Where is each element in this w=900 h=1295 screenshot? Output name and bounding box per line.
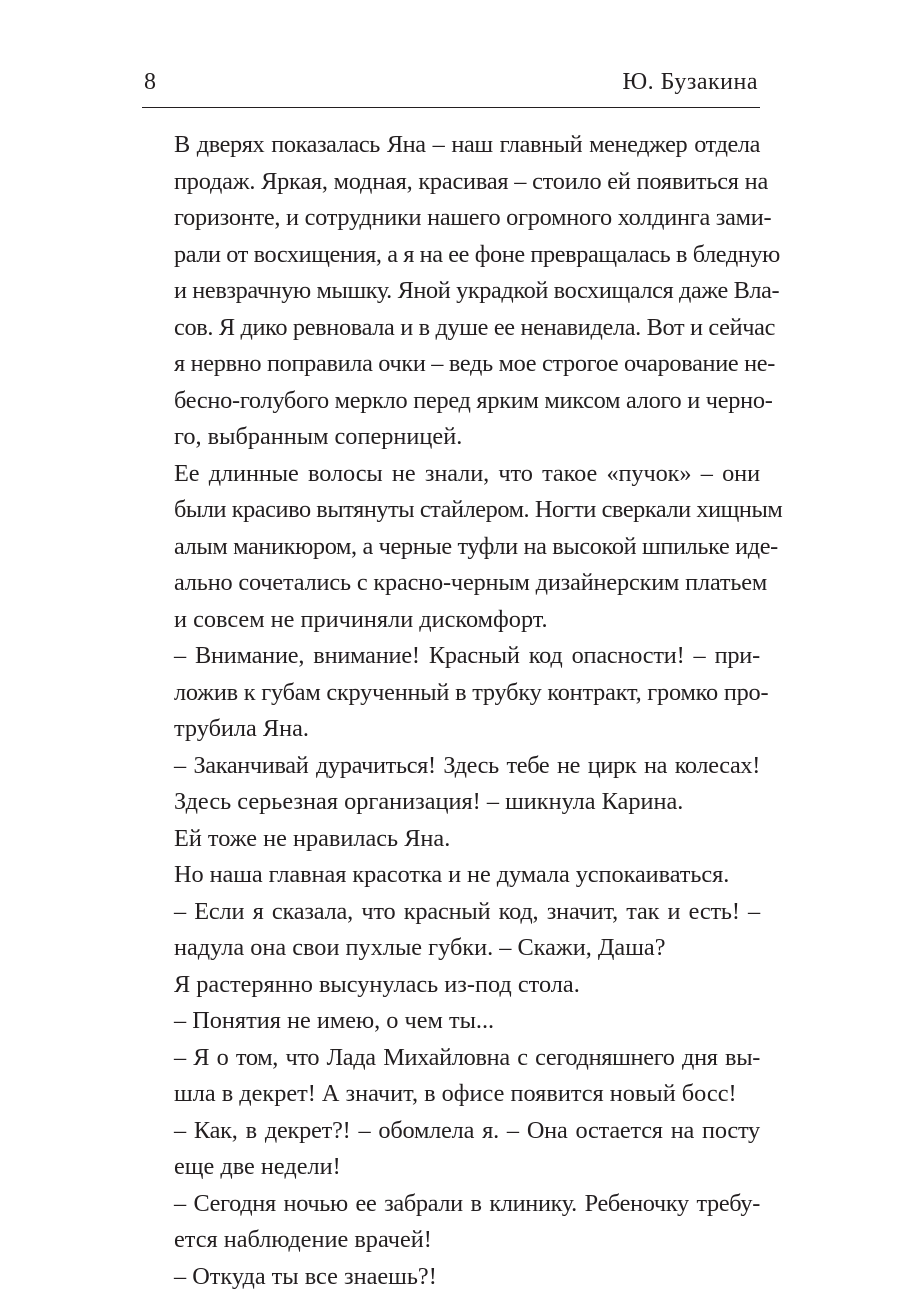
paragraph xyxy=(142,967,760,1004)
running-title: Ю. Бузакина xyxy=(623,66,758,98)
text-line: шла в декрет! А значит, в офисе появится новый босс! xyxy=(142,1076,760,1113)
paragraph xyxy=(142,748,760,821)
text-line: – Если я сказала, что красный код, значит, так и есть! – xyxy=(142,894,760,931)
text-line: алым маникюром, а черные туфли на высокой шпильке иде- xyxy=(142,529,760,566)
text-line: ется наблюдение врачей! xyxy=(142,1222,760,1259)
text-line: – Понятия не имею, о чем ты... xyxy=(142,1003,760,1040)
text-line: рали от восхищения, а я на ее фоне превращалась в бледную xyxy=(142,237,760,274)
text-line: – Как, в декрет?! – обомлела я. – Она остается на посту xyxy=(142,1113,760,1150)
text-line: трубила Яна. xyxy=(142,711,760,748)
text-line: бесно-голубого меркло перед ярким миксом алого и черно- xyxy=(142,383,760,420)
text-line: сов. Я дико ревновала и в душе ее ненавидела. Вот и сейчас xyxy=(142,310,760,347)
text-line: – Заканчивай дурачиться! Здесь тебе не цирк на колесах! xyxy=(142,748,760,785)
paragraph xyxy=(142,857,760,894)
text-line: надула она свои пухлые губки. – Скажи, Даша? xyxy=(142,930,760,967)
text-line: Ее длинные волосы не знали, что такое «пучок» – они xyxy=(142,456,760,493)
text-line: и невзрачную мышку. Яной украдкой восхищался даже Вла- xyxy=(142,273,760,310)
text-line: и совсем не причиняли дискомфорт. xyxy=(142,602,760,639)
text-line: Ей тоже не нравилась Яна. xyxy=(142,821,760,858)
text-line: я нервно поправила очки – ведь мое строгое очарование не- xyxy=(142,346,760,383)
text-line: Здесь серьезная организация! – шикнула Карина. xyxy=(142,784,760,821)
text-line: ложив к губам скрученный в трубку контракт, громко про- xyxy=(142,675,760,712)
paragraph xyxy=(142,1259,760,1295)
text-line: – Внимание, внимание! Красный код опасности! – при- xyxy=(142,638,760,675)
book-page xyxy=(142,0,760,1200)
paragraph xyxy=(142,1186,760,1259)
text-line: ально сочетались с красно-черным дизайнерским платьем xyxy=(142,565,760,602)
text-line: го, выбранным соперницей. xyxy=(142,419,760,456)
text-line: были красиво вытянуты стайлером. Ногти сверкали хищным xyxy=(142,492,760,529)
text-line: продаж. Яркая, модная, красивая – стоило ей появиться на xyxy=(142,164,760,201)
text-line: горизонте, и сотрудники нашего огромного холдинга зами- xyxy=(142,200,760,237)
paragraph xyxy=(142,1040,760,1113)
page-header xyxy=(142,66,760,98)
paragraph xyxy=(142,1003,760,1040)
page-number: 8 xyxy=(144,66,156,98)
paragraph xyxy=(142,638,760,748)
paragraph xyxy=(142,456,760,639)
text-line: еще две недели! xyxy=(142,1149,760,1186)
paragraph xyxy=(142,1113,760,1186)
text-line: – Сегодня ночью ее забрали в клинику. Ребеночку требу- xyxy=(142,1186,760,1223)
paragraph xyxy=(142,894,760,967)
paragraph xyxy=(142,127,760,456)
text-line: Я растерянно высунулась из-под стола. xyxy=(142,967,760,1004)
body-text xyxy=(142,127,760,1295)
header-rule xyxy=(142,107,760,108)
text-line: – Откуда ты все знаешь?! xyxy=(142,1259,760,1295)
paragraph xyxy=(142,821,760,858)
text-line: Но наша главная красотка и не думала успокаиваться. xyxy=(142,857,760,894)
text-line: В дверях показалась Яна – наш главный менеджер отдела xyxy=(142,127,760,164)
text-line: – Я о том, что Лада Михайловна с сегодняшнего дня вы- xyxy=(142,1040,760,1077)
